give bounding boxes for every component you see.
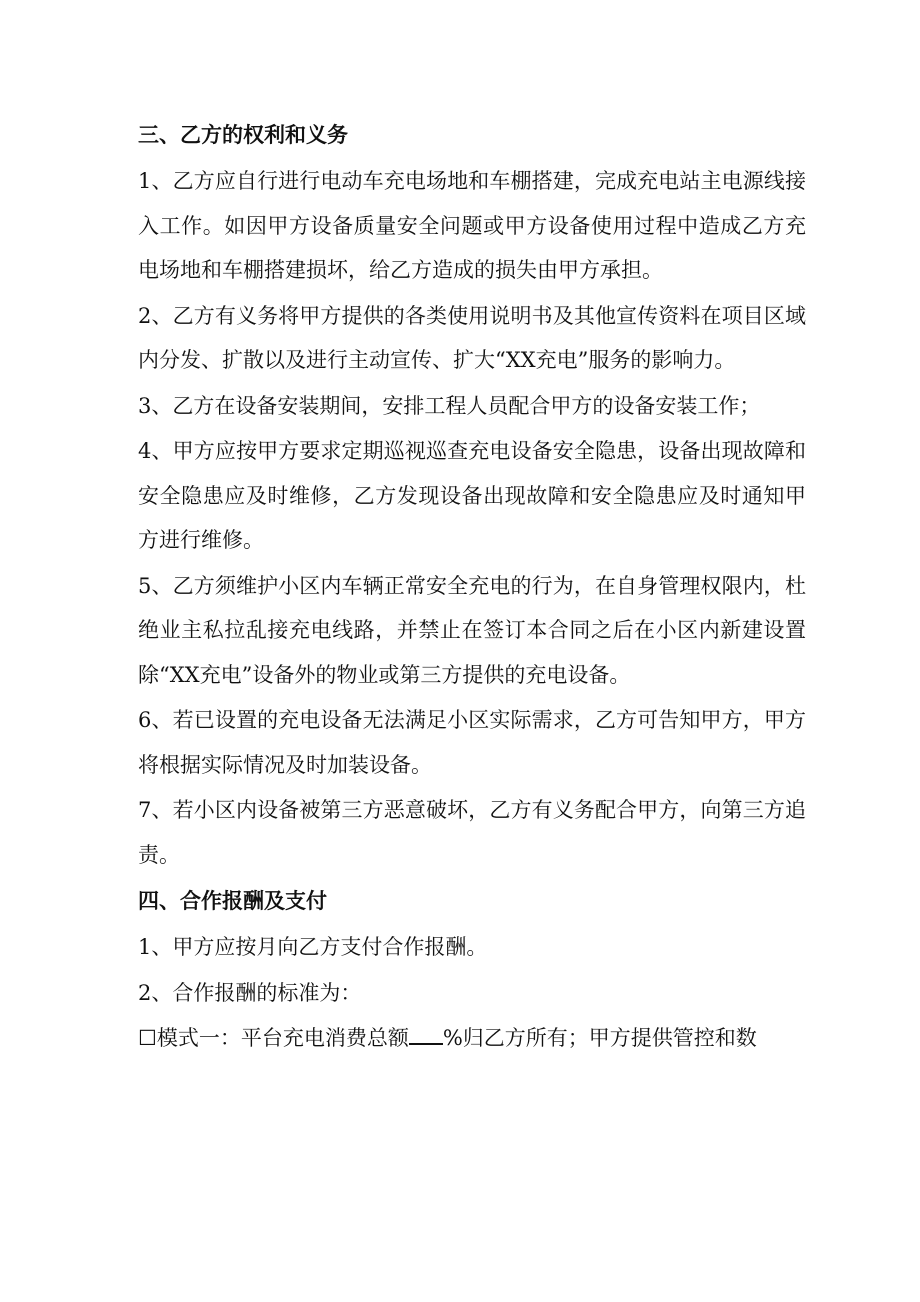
- section-4-title: 四、合作报酬及支付: [138, 889, 327, 913]
- percentage-blank: [409, 1025, 443, 1045]
- mode-1-line: [138, 1016, 806, 1061]
- section-3-item-6: 6、若已设置的充电设备无法满足小区实际需求，乙方可告知甲方，甲方将根据实际情况及时加装设备。: [138, 708, 806, 777]
- section-3-item-2: 2、乙方有义务将甲方提供的各类使用说明书及其他宣传资料在项目区域内分发、扩散以及进行主动宣传、扩大“XX充电”服务的影响力。: [138, 303, 806, 372]
- mode-1-suffix: %归乙方所有；甲方提供管控和数: [442, 1026, 757, 1050]
- section-4-item-1: 1、甲方应按月向乙方支付合作报酬。: [138, 935, 488, 959]
- section-3-item-3: 3、乙方在设备安装期间，安排工程人员配合甲方的设备安装工作；: [138, 393, 761, 418]
- section-3-item-4: 4、甲方应按甲方要求定期巡视巡查充电设备安全隐患，设备出现故障和安全隐患应及时维修，乙方发现设备出现故障和安全隐患应及时通知甲方进行维修。: [138, 439, 806, 552]
- section-3-item-1: 1、乙方应自行进行电动车充电场地和车棚搭建，完成充电站主电源线接入工作。如因甲方设备质量安全问题或甲方设备使用过程中造成乙方充电场地和车棚搭建损坏，给乙方造成的损失由甲方承担。: [138, 169, 806, 282]
- section-3-title: 三、乙方的权利和义务: [138, 123, 348, 147]
- contract-page: [138, 112, 806, 1061]
- section-4-item-2: 2、合作报酬的标准为：: [138, 980, 362, 1005]
- section-3-item-7: 7、若小区内设备被第三方恶意破坏，乙方有义务配合甲方，向第三方追责。: [138, 798, 806, 867]
- section-3-item-5: 5、乙方须维护小区内车辆正常安全充电的行为，在自身管理权限内，杜绝业主私拉乱接充电线路，并禁止在签订本合同之后在小区内新建设置除“XX充电”设备外的物业或第三方提供的充电设备。: [138, 573, 806, 687]
- mode-1-prefix: 模式一：平台充电消费总额: [156, 1026, 409, 1050]
- mode-1-checkbox[interactable]: ☐: [138, 1026, 157, 1050]
